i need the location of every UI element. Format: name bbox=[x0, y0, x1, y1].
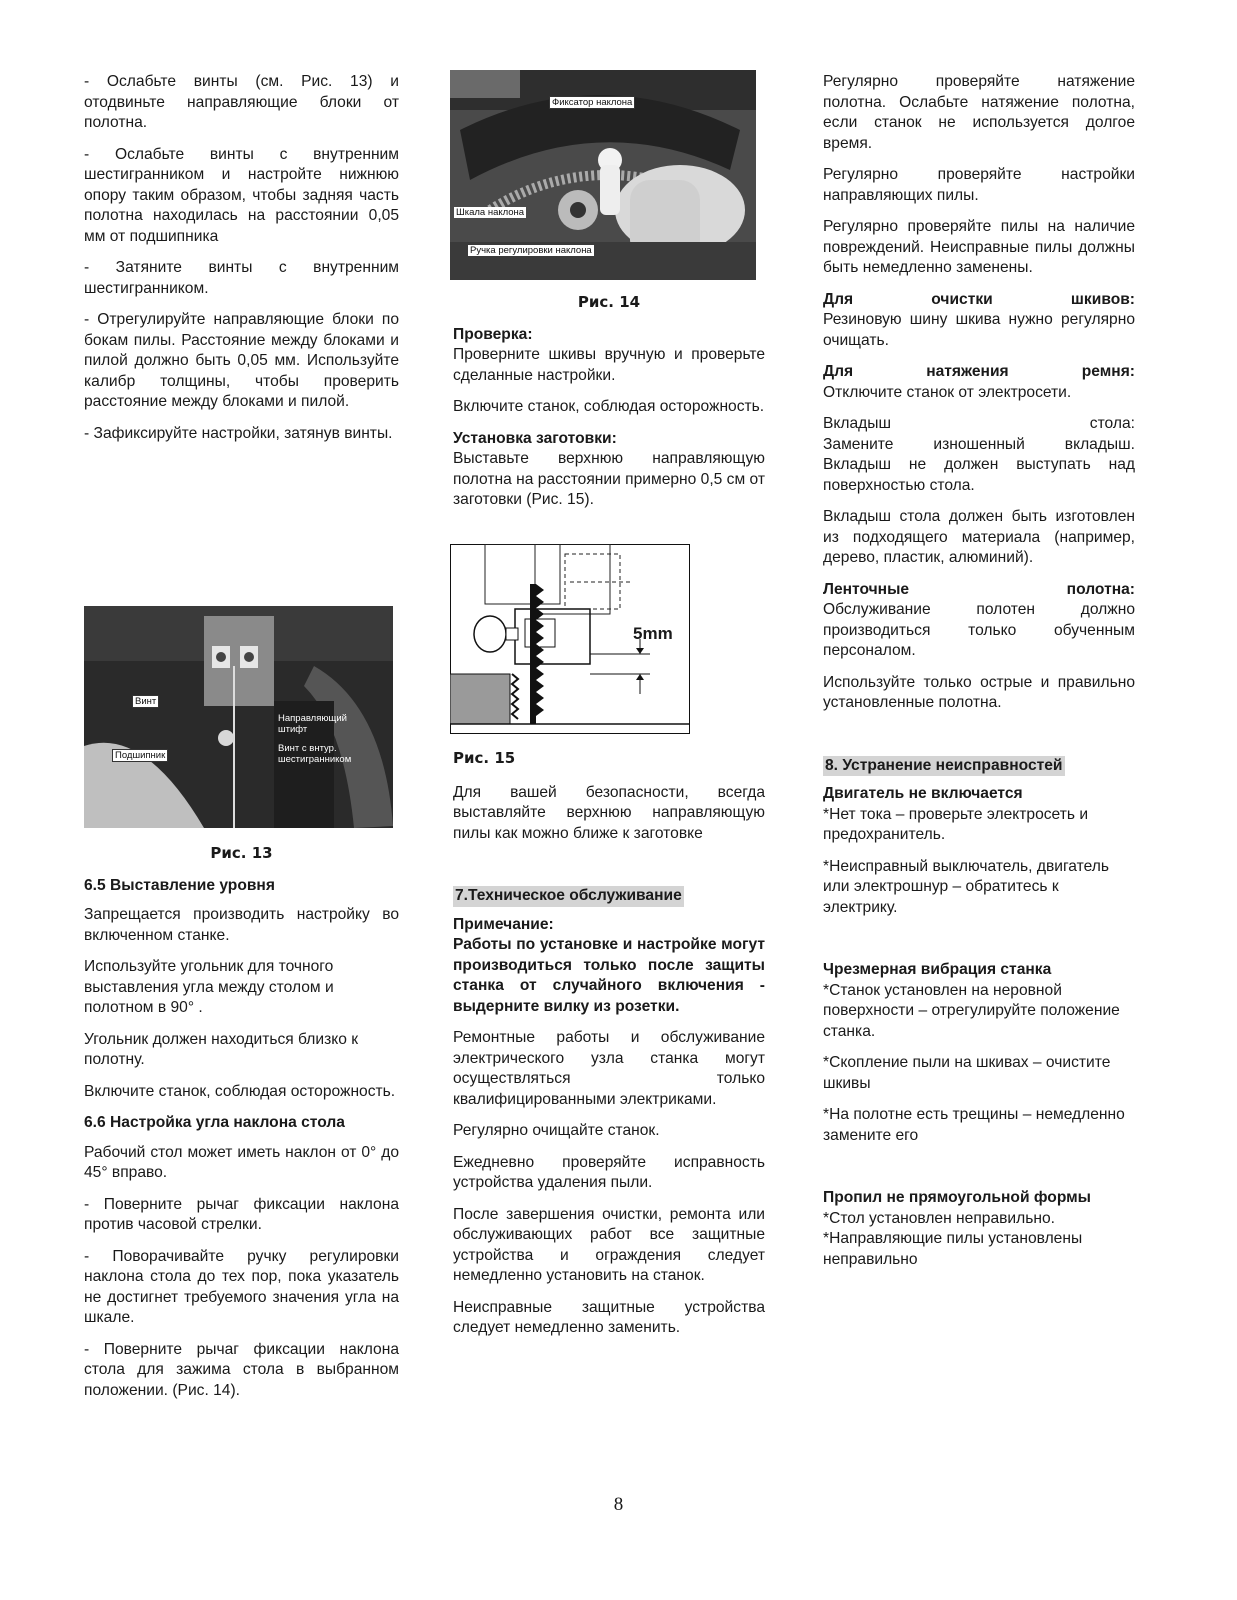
label-screw: Винт bbox=[132, 695, 159, 708]
belt-heading: Для натяжения ремня: bbox=[823, 363, 1135, 380]
figure-14-photo bbox=[450, 70, 756, 280]
paragraph: Регулярно проверяйте натяжение полотна. Ослабьте натяжение полотна, если станок не используется долгое время. bbox=[823, 73, 1135, 152]
paragraph: Угольник должен находиться близко к полотну. bbox=[84, 1030, 359, 1068]
page-number: 8 bbox=[613, 1494, 624, 1515]
trouble-heading-cut: Пропил не прямоугольной формы bbox=[823, 1189, 1092, 1206]
insert-heading: Вкладыш стола: bbox=[823, 415, 1135, 432]
figure-15-caption: Рис. 15 bbox=[453, 749, 516, 767]
column-2 bbox=[453, 292, 765, 522]
column-1-lower bbox=[84, 843, 399, 1412]
paragraph: Рабочий стол может иметь наклон от 0° до 45° вправо. bbox=[84, 1143, 399, 1181]
figure-15-drawing bbox=[450, 544, 690, 734]
column-3 bbox=[823, 72, 1135, 1281]
paragraph: *Станок установлен на неровной поверхности – отрегулируйте положение станка. bbox=[823, 981, 1120, 1040]
paragraph: *Стол установлен неправильно. bbox=[823, 1209, 1055, 1227]
paragraph: Ежедневно проверяйте исправность устройства удаления пыли. bbox=[453, 1153, 765, 1191]
belt-block bbox=[823, 362, 1135, 403]
paragraph: Вкладыш стола должен быть изготовлен из подходящего материала (например, дерево, пластик, алюминий). bbox=[823, 508, 1135, 566]
paragraph: Неисправные защитные устройства следует немедленно заменить. bbox=[453, 1298, 765, 1336]
paragraph: Проверните шкивы вручную и проверьте сделанные настройки. bbox=[453, 346, 765, 384]
paragraph: - Отрегулируйте направляющие блоки по бокам пилы. Расстояние между блоками и пилой должно быть 0,05 мм. Используйте калибр толщины, чтобы проверить расстояние между блоками и пилой. bbox=[84, 311, 399, 410]
section-8-title: 8. Устранение неисправностей bbox=[823, 756, 1065, 777]
paragraph: *На полотне есть трещины – немедленно замените его bbox=[823, 1106, 1125, 1144]
blades-heading: Ленточные полотна: bbox=[823, 580, 1135, 598]
paragraph: Регулярно проверяйте настройки направляющих пилы. bbox=[823, 166, 1135, 204]
section-heading-8 bbox=[823, 756, 1135, 777]
label-tilt-lock: Фиксатор наклона bbox=[549, 96, 635, 109]
label-tilt-knob: Ручка регулировки наклона bbox=[470, 245, 592, 256]
belt-text: Отключите станок от электросети. bbox=[823, 383, 1072, 401]
paragraph: Включите станок, соблюдая осторожность. bbox=[453, 398, 765, 415]
paragraph: Регулярно проверяйте пилы на наличие повреждений. Неисправные пилы должны быть немедленно заменены. bbox=[823, 218, 1135, 276]
paragraph: - Поворачивайте ручку регулировки наклона стола до тех пор, пока указатель не достигнет требуемого значения угла на шкале. bbox=[84, 1247, 399, 1326]
insert-block bbox=[823, 414, 1135, 496]
paragraph: - Поверните рычаг фиксации наклона против часовой стрелки. bbox=[84, 1195, 399, 1233]
section-7-title: 7.Техническое обслуживание bbox=[453, 886, 684, 907]
column-2-lower bbox=[453, 748, 765, 1350]
trouble-heading-vibration: Чрезмерная вибрация станка bbox=[823, 961, 1052, 978]
label-hexscrew: Винт с внтур. шестигранником bbox=[278, 743, 352, 765]
workpiece-heading: Установка заготовки: bbox=[453, 429, 617, 447]
section-heading-6-6: 6.6 Настройка угла наклона стола bbox=[84, 1114, 345, 1131]
section-heading-7 bbox=[453, 886, 765, 907]
label-5mm: 5mm bbox=[633, 624, 673, 643]
paragraph: Запрещается производить настройку во включенном станке. bbox=[84, 906, 399, 944]
paragraph: Регулярно очищайте станок. bbox=[453, 1122, 660, 1139]
paragraph: *Скопление пыли на шкивах – очистите шкивы bbox=[823, 1054, 1111, 1092]
note-warning: Работы по установке и настройке могут производиться только после защиты станка от случайного включения - выдерните вилку из розетки. bbox=[453, 936, 765, 1015]
paragraph: - Зафиксируйте настройки, затянув винты. bbox=[84, 424, 393, 442]
paragraph: - Ослабьте винты (см. Рис. 13) и отодвиньте направляющие блоки от полотна. bbox=[84, 73, 399, 131]
pulley-block bbox=[823, 290, 1135, 352]
column-1 bbox=[84, 72, 399, 455]
paragraph: *Неисправный выключатель, двигатель или электрошнур – обратитесь к электрику. bbox=[823, 857, 1109, 916]
section-heading-6-5: 6.5 Выставление уровня bbox=[84, 876, 275, 894]
paragraph: Выставьте верхнюю направляющую полотна на расстоянии примерно 0,5 см от заготовки (Рис. 15). bbox=[453, 450, 765, 508]
paragraph: Используйте только острые и правильно установленные полотна. bbox=[823, 673, 1135, 711]
blades-block bbox=[823, 580, 1135, 662]
paragraph: *Нет тока – проверьте электросеть и предохранитель. bbox=[823, 805, 1089, 843]
insert-text: Замените изношенный вкладыш. Вкладыш не должен выступать над поверхностью стола. bbox=[823, 435, 1135, 494]
label-pin: Направляющий штифт bbox=[278, 713, 347, 735]
figure-13-caption: Рис. 13 bbox=[210, 844, 273, 862]
paragraph: Ремонтные работы и обслуживание электрического узла станка могут осуществляться только квалифицированными электриками. bbox=[453, 1029, 765, 1108]
paragraph: - Затяните винты с внутренним шестигранником. bbox=[84, 259, 399, 297]
paragraph: - Поверните рычаг фиксации наклона стола для зажима стола в выбранном положении. (Рис. 14). bbox=[84, 1340, 399, 1399]
paragraph: Включите станок, соблюдая осторожность. bbox=[84, 1082, 396, 1100]
figure-13-photo bbox=[84, 606, 393, 828]
pulley-heading: Для очистки шкивов: bbox=[823, 290, 1135, 308]
figure-14-caption: Рис. 14 bbox=[577, 293, 641, 311]
paragraph: После завершения очистки, ремонта или обслуживающих работ все защитные устройства и ограждения следует немедленно установить на станок. bbox=[453, 1205, 765, 1284]
paragraph: Используйте угольник для точного выставления угла между столом и полотном в 90° . bbox=[84, 958, 334, 1016]
paragraph: Для вашей безопасности, всегда выставляйте верхнюю направляющую пилы как можно ближе к заготовке bbox=[453, 783, 765, 842]
pulley-text: Резиновую шину шкива нужно регулярно очищать. bbox=[823, 311, 1135, 349]
paragraph: - Ослабьте винты с внутренним шестигранником и настройте нижнюю опору таким образом, чтобы задняя часть полотна находилась на расстоянии 0,05 мм от подшипника bbox=[84, 145, 399, 245]
label-bearing: Подшипник bbox=[112, 749, 168, 762]
label-tilt-scale: Шкала наклона bbox=[456, 207, 525, 218]
note-heading: Примечание: bbox=[453, 915, 554, 933]
check-heading: Проверка: bbox=[453, 325, 533, 343]
trouble-heading-motor: Двигатель не включается bbox=[823, 785, 1023, 802]
paragraph: *Направляющие пилы установлены неправильно bbox=[823, 1230, 1083, 1268]
blades-text: Обслуживание полотен должно производиться только обученным персоналом. bbox=[823, 601, 1135, 659]
